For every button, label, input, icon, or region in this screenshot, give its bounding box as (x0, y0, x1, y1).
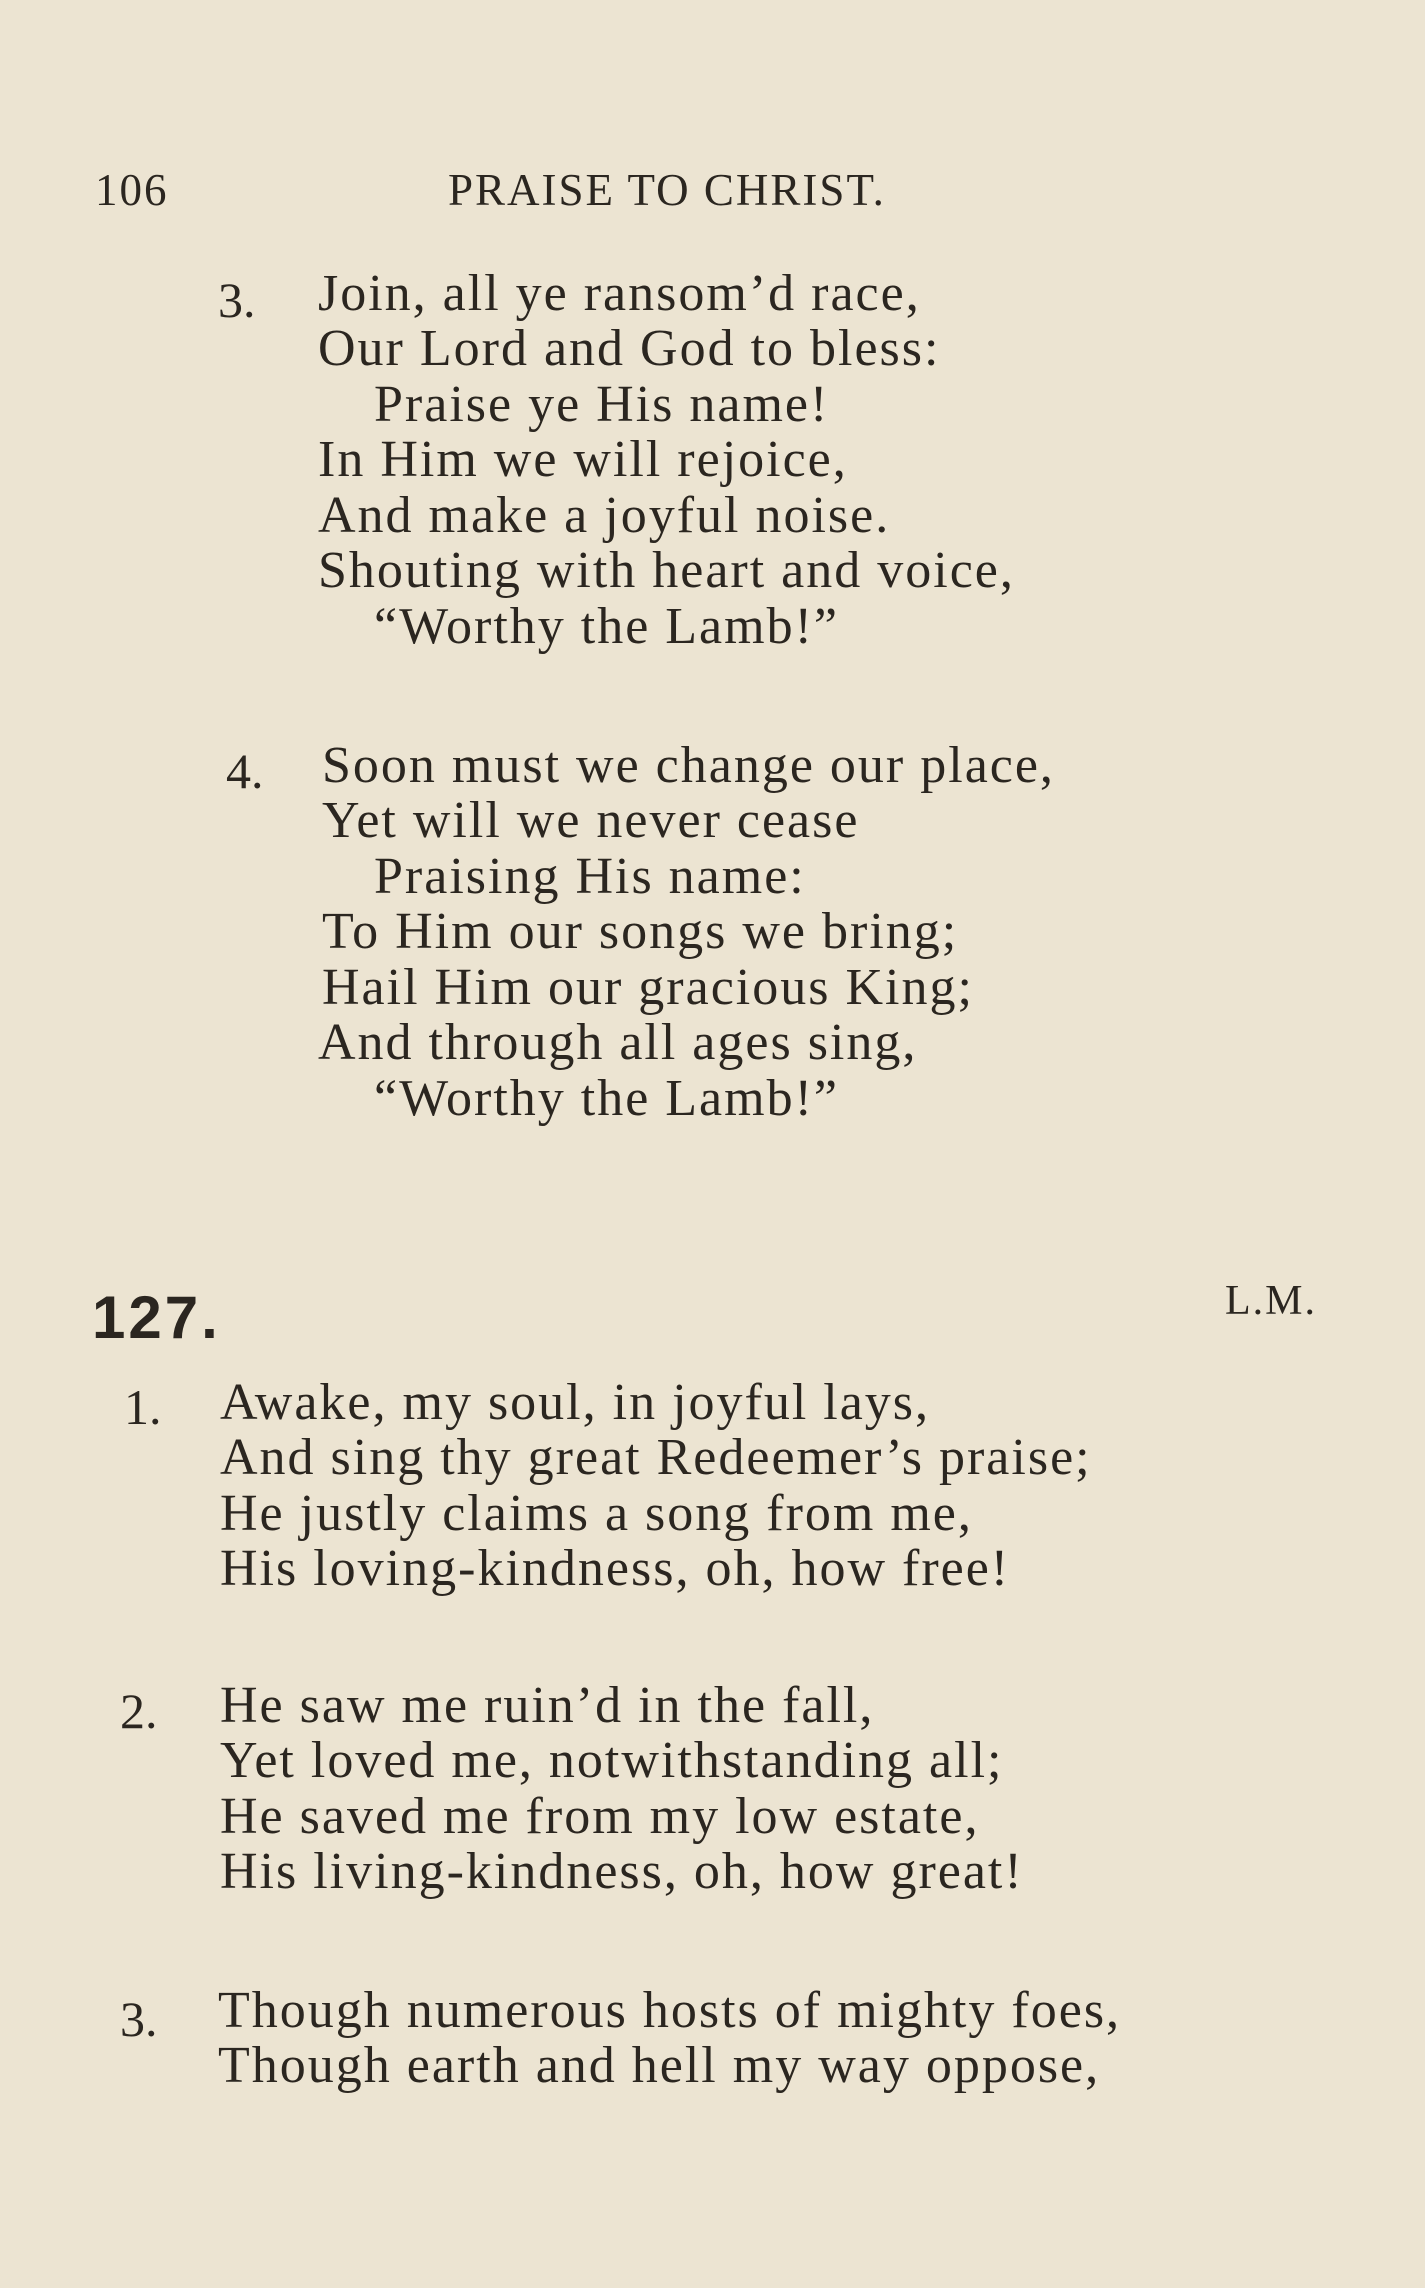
verse-line: Praise ye His name! (374, 376, 830, 433)
verse-line: “Worthy the Lamb!” (374, 1070, 839, 1127)
verse-line: And make a joyful noise. (318, 487, 891, 544)
verse-line: He justly claims a song from me, (220, 1485, 973, 1542)
verse-line: And sing thy great Redeemer’s praise; (220, 1429, 1092, 1486)
hymn-meter: L.M. (1225, 1278, 1317, 1324)
verse-line: Though earth and hell my way oppose, (218, 2037, 1101, 2094)
hymn-number: 127. (92, 1284, 221, 1351)
verse-line: He saved me from my low estate, (220, 1788, 980, 1845)
stanza-number: 2. (120, 1683, 158, 1739)
verse-line: In Him we will rejoice, (318, 431, 848, 488)
verse-line: Hail Him our gracious King; (322, 959, 974, 1016)
stanza-number: 3. (120, 1991, 158, 2047)
verse-line: Awake, my soul, in joyful lays, (220, 1374, 931, 1431)
verse-line: Yet loved me, notwithstanding all; (220, 1732, 1004, 1789)
verse-line: Praising His name: (374, 848, 806, 905)
stanza-number: 3. (218, 272, 256, 328)
verse-line: “Worthy the Lamb!” (374, 598, 839, 655)
verse-line: Join, all ye ransom’d race, (318, 265, 921, 322)
stanza-number: 1. (124, 1379, 162, 1435)
verse-line: To Him our songs we bring; (322, 903, 959, 960)
verse-line: Our Lord and God to bless: (318, 320, 941, 377)
verse-line: He saw me ruin’d in the fall, (220, 1677, 875, 1734)
verse-line: Soon must we change our place, (322, 737, 1055, 794)
stanza-number: 4. (226, 743, 264, 799)
verse-line: Yet will we never cease (322, 792, 860, 849)
verse-line: And through all ages sing, (318, 1014, 918, 1071)
verse-line: Shouting with heart and voice, (318, 542, 1015, 599)
verse-line: His loving-kindness, oh, how free! (220, 1540, 1011, 1597)
page-number: 106 (95, 165, 169, 215)
verse-line: His living-kindness, oh, how great! (220, 1843, 1024, 1900)
verse-line: Though numerous hosts of mighty foes, (218, 1982, 1122, 2039)
running-title: PRAISE TO CHRIST. (448, 165, 886, 215)
